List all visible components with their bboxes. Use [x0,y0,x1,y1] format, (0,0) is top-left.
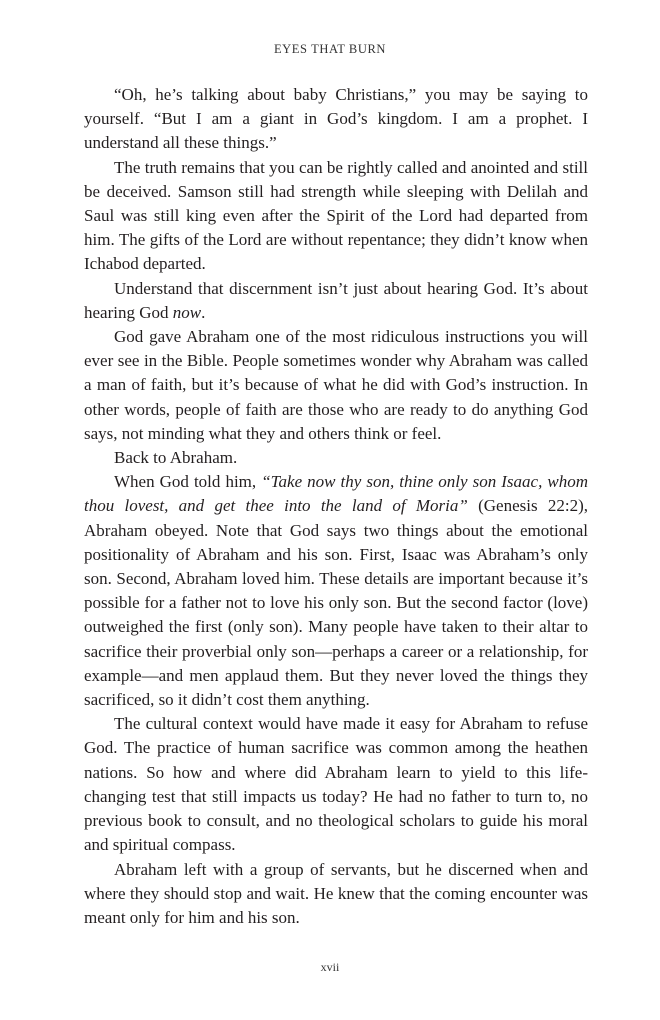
paragraph-6-text: When God told him, [114,472,262,492]
paragraph-3-emphasis: now [172,302,202,322]
paragraph-8: Abraham left with a group of servants, but he discerned when and where they should stop and wait. He knew that the coming encounter was meant only for him and his son. [84,859,588,927]
paragraph-6-text-end: (Genesis 22:2), Abraham obeyed. Note that God says two things about the emotional positionality of Abraham and his son. First, Isaac was Abraham’s only son. Second, Abraham loved him. These details are important because it’s possible for a father not to love his only son. But the second factor (love) outweighed the first (only son). Many people have taken to their altar to sacrifice their proverbial only son—perhaps a career or a relationship, for example—and men applaud them. But they never loved the things they sacrificed, so it didn’t cost them anything. [84,496,588,710]
paragraph-1: “Oh, he’s talking about baby Christians,” you may be saying to yourself. “But I am a giant in God’s kingdom. I am a prophet. I understand all these things.” [84,85,588,153]
paragraph-3-text-end: . [201,302,206,322]
paragraph-2: The truth remains that you can be rightly called and anointed and still be deceived. Samson still had strength while sleeping with Delilah and Saul was still king even after the Spirit of the Lord had departed from him. The gifts of the Lord are without repentance; they didn’t know when Ichabod departed. [84,157,588,274]
paragraph-7: The cultural context would have made it easy for Abraham to refuse God. The practice of human sacrifice was common among the heathen nations. So how and where did Abraham learn to yield to this life-changing test that still impacts us today? He had no father to turn to, no previous book to consult, and no theological scholars to guide his moral and spiritual compass. [84,714,588,855]
paragraph-4: God gave Abraham one of the most ridiculous instructions you will ever see in the Bible. People sometimes wonder why Abraham was called a man of faith, but it’s because of what he did with God’s instruction. In other words, people of faith are those who are ready to do anything God says, not minding what they and others think or feel. [84,327,588,443]
scripture-quote: “Take now thy son, thine only son Isaac, whom thou lovest, and get thee into the land of Moria” [84,472,588,516]
paragraph-5: Back to Abraham. [114,448,238,468]
body-text [84,83,588,930]
page-number: xvii [320,960,340,974]
paragraph-3 [84,277,588,325]
paragraph-3-text: Understand that discernment isn’t just about hearing God. It’s about hearing God [84,278,588,322]
paragraph-6 [84,470,588,712]
running-head: EYES THAT BURN [273,42,387,56]
